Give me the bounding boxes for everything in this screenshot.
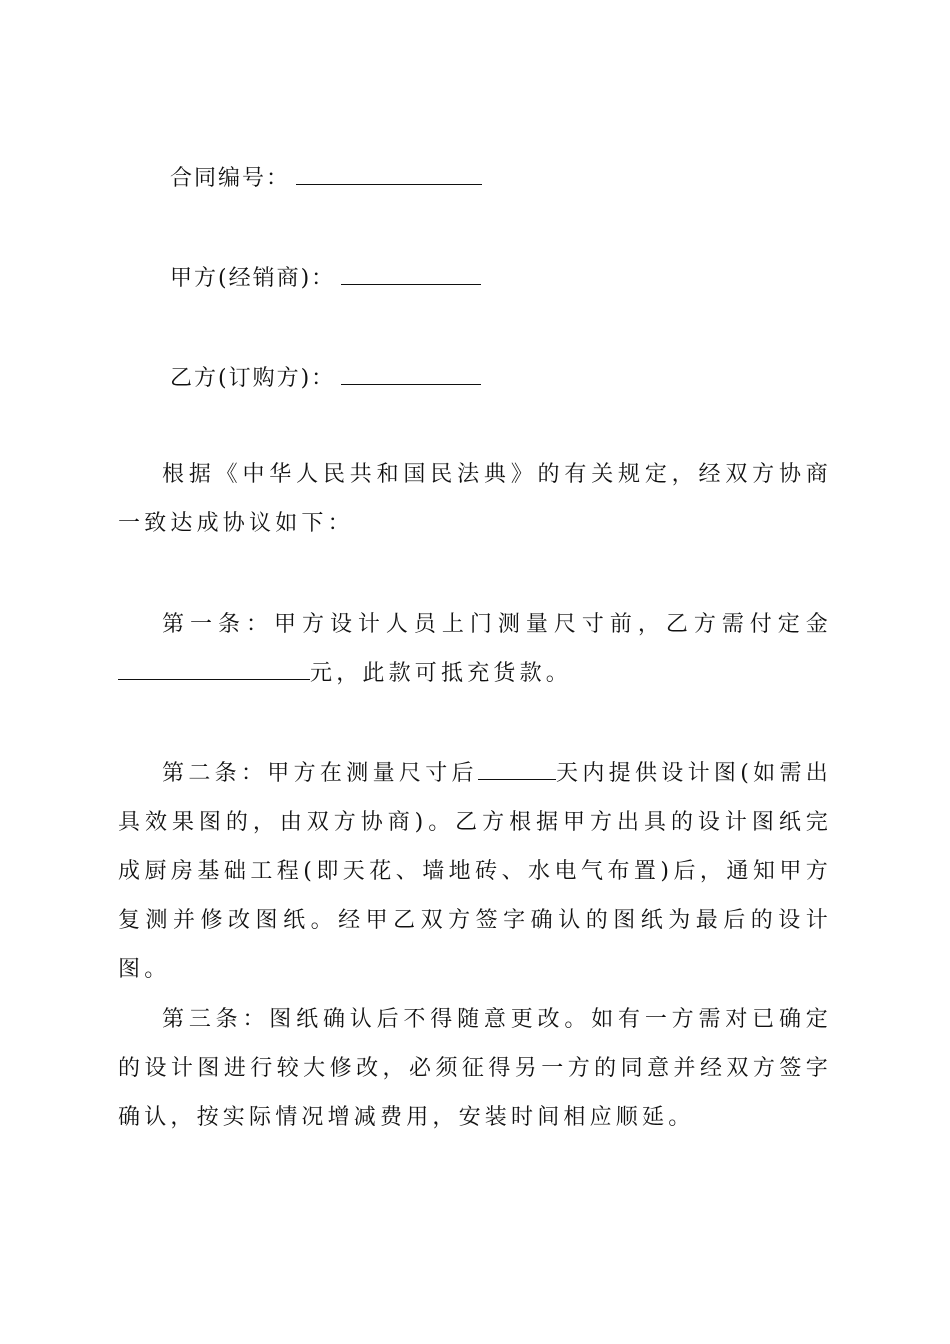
article-1-text-before: 第一条：甲方设计人员上门测量尺寸前，乙方需付定金 [162, 612, 832, 637]
article-2-paragraph [118, 749, 832, 994]
contract-number-field [170, 162, 482, 194]
article-3-paragraph [118, 995, 832, 1142]
article-2-text-after: 天内提供设计图(如需出具效果图的，由双方协商)。乙方根据甲方出具的设计图纸完成厨房基础工程(即天花、墙地砖、水电气布置)后，通知甲方复测并修改图纸。经甲乙双方签字确认的图纸为最后的设计图。 [118, 761, 832, 982]
article-3-text: 第三条：图纸确认后不得随意更改。如有一方需对已确定的设计图进行较大修改，必须征得另一方的同意并经双方签字确认，按实际情况增减费用，安装时间相应顺延。 [118, 1007, 832, 1130]
contract-number-blank [296, 162, 482, 185]
contract-number-label: 合同编号： [170, 166, 291, 191]
article-2-text-before: 第二条：甲方在测量尺寸后 [162, 761, 478, 786]
party-b-field [170, 362, 481, 394]
party-b-blank [341, 362, 481, 385]
party-a-blank [341, 262, 481, 285]
party-a-field [170, 262, 481, 294]
article-1-text-after: 元，此款可抵充货款。 [310, 661, 573, 686]
intro-paragraph [118, 450, 832, 548]
party-b-label: 乙方(订购方)： [170, 366, 336, 391]
days-blank [478, 757, 556, 780]
party-a-label: 甲方(经销商)： [170, 266, 336, 291]
deposit-blank-part-1 [118, 657, 194, 680]
deposit-blank-part-2 [194, 657, 310, 680]
article-1-paragraph [118, 600, 832, 698]
intro-text: 根据《中华人民共和国民法典》的有关规定，经双方协商一致达成协议如下： [118, 462, 832, 536]
